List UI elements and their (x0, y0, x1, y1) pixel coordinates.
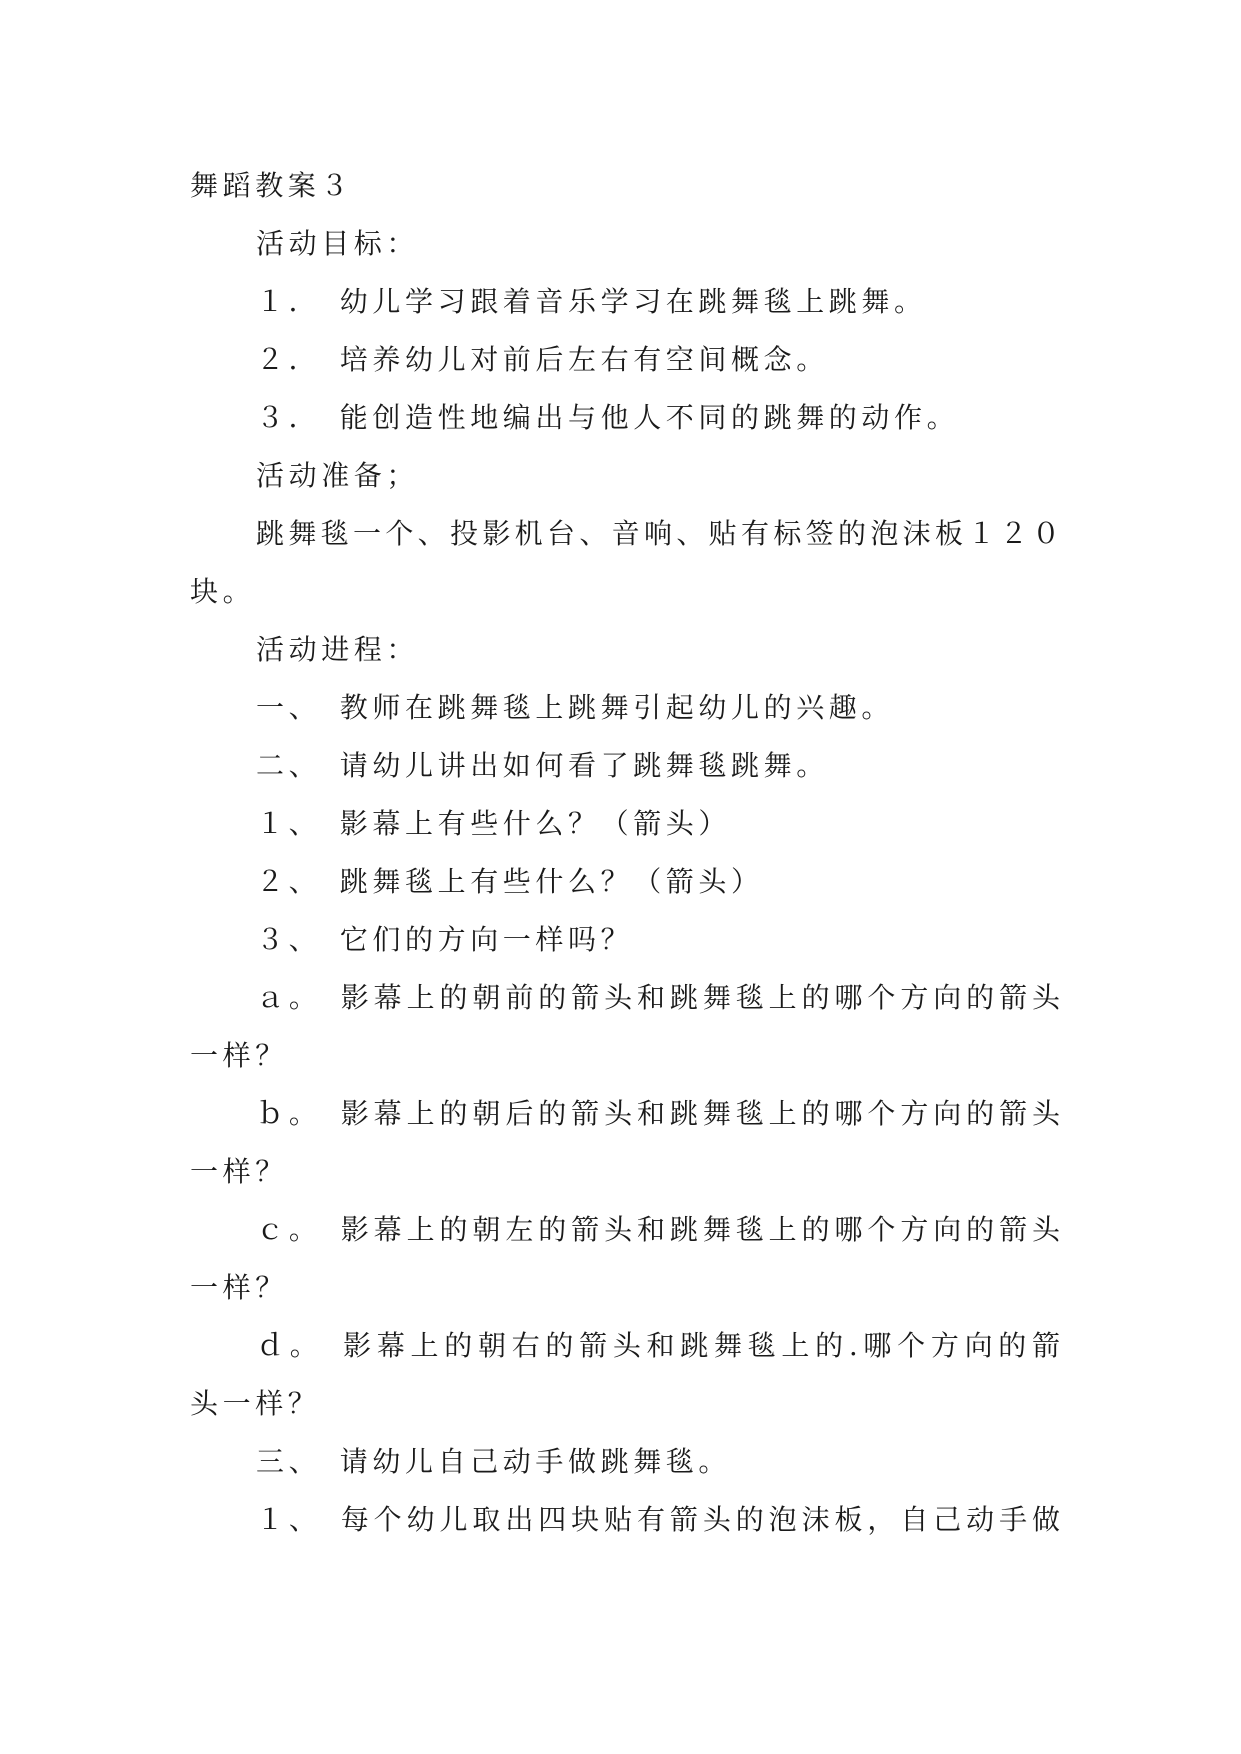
paragraph-line: ２． 培养幼儿对前后左右有空间概念。 (256, 343, 829, 376)
paragraph-line: １、 影幕上有些什么？（箭头） (256, 807, 732, 840)
paragraph-line: 一样？ (190, 1039, 288, 1072)
paragraph-line: １、 每个幼儿取出四块贴有箭头的泡沫板，自己动手做 (256, 1503, 1060, 1536)
paragraph-line: ｂ。 影幕上的朝后的箭头和跳舞毯上的哪个方向的箭头 (256, 1097, 1060, 1130)
paragraph-line: 块。 (190, 575, 256, 608)
document-title: 舞蹈教案３ (190, 169, 354, 202)
paragraph-line: 三、 请幼儿自己动手做跳舞毯。 (256, 1445, 732, 1478)
paragraph-line: 一、 教师在跳舞毯上跳舞引起幼儿的兴趣。 (256, 691, 895, 724)
paragraph-line: 跳舞毯一个、投影机台、音响、贴有标签的泡沫板１２０ (256, 517, 1060, 550)
paragraph-line: 二、 请幼儿讲出如何看了跳舞毯跳舞。 (256, 749, 829, 782)
paragraph-line: 头一样？ (190, 1387, 321, 1420)
paragraph-line: ３． 能创造性地编出与他人不同的跳舞的动作。 (256, 401, 960, 434)
section-heading-process: 活动进程： (256, 633, 420, 666)
paragraph-line: ａ。 影幕上的朝前的箭头和跳舞毯上的哪个方向的箭头 (256, 981, 1060, 1014)
paragraph-line: ｄ。 影幕上的朝右的箭头和跳舞毯上的.哪个方向的箭 (256, 1329, 1060, 1362)
section-heading-goals: 活动目标： (256, 227, 420, 260)
paragraph-line: ３、 它们的方向一样吗？ (256, 923, 634, 956)
paragraph-line: 一样？ (190, 1271, 288, 1304)
section-heading-preparation: 活动准备； (256, 459, 420, 492)
paragraph-line: 一样？ (190, 1155, 288, 1188)
paragraph-line: １． 幼儿学习跟着音乐学习在跳舞毯上跳舞。 (256, 285, 927, 318)
paragraph-line: ｃ。 影幕上的朝左的箭头和跳舞毯上的哪个方向的箭头 (256, 1213, 1060, 1246)
paragraph-line: ２、 跳舞毯上有些什么？（箭头） (256, 865, 764, 898)
